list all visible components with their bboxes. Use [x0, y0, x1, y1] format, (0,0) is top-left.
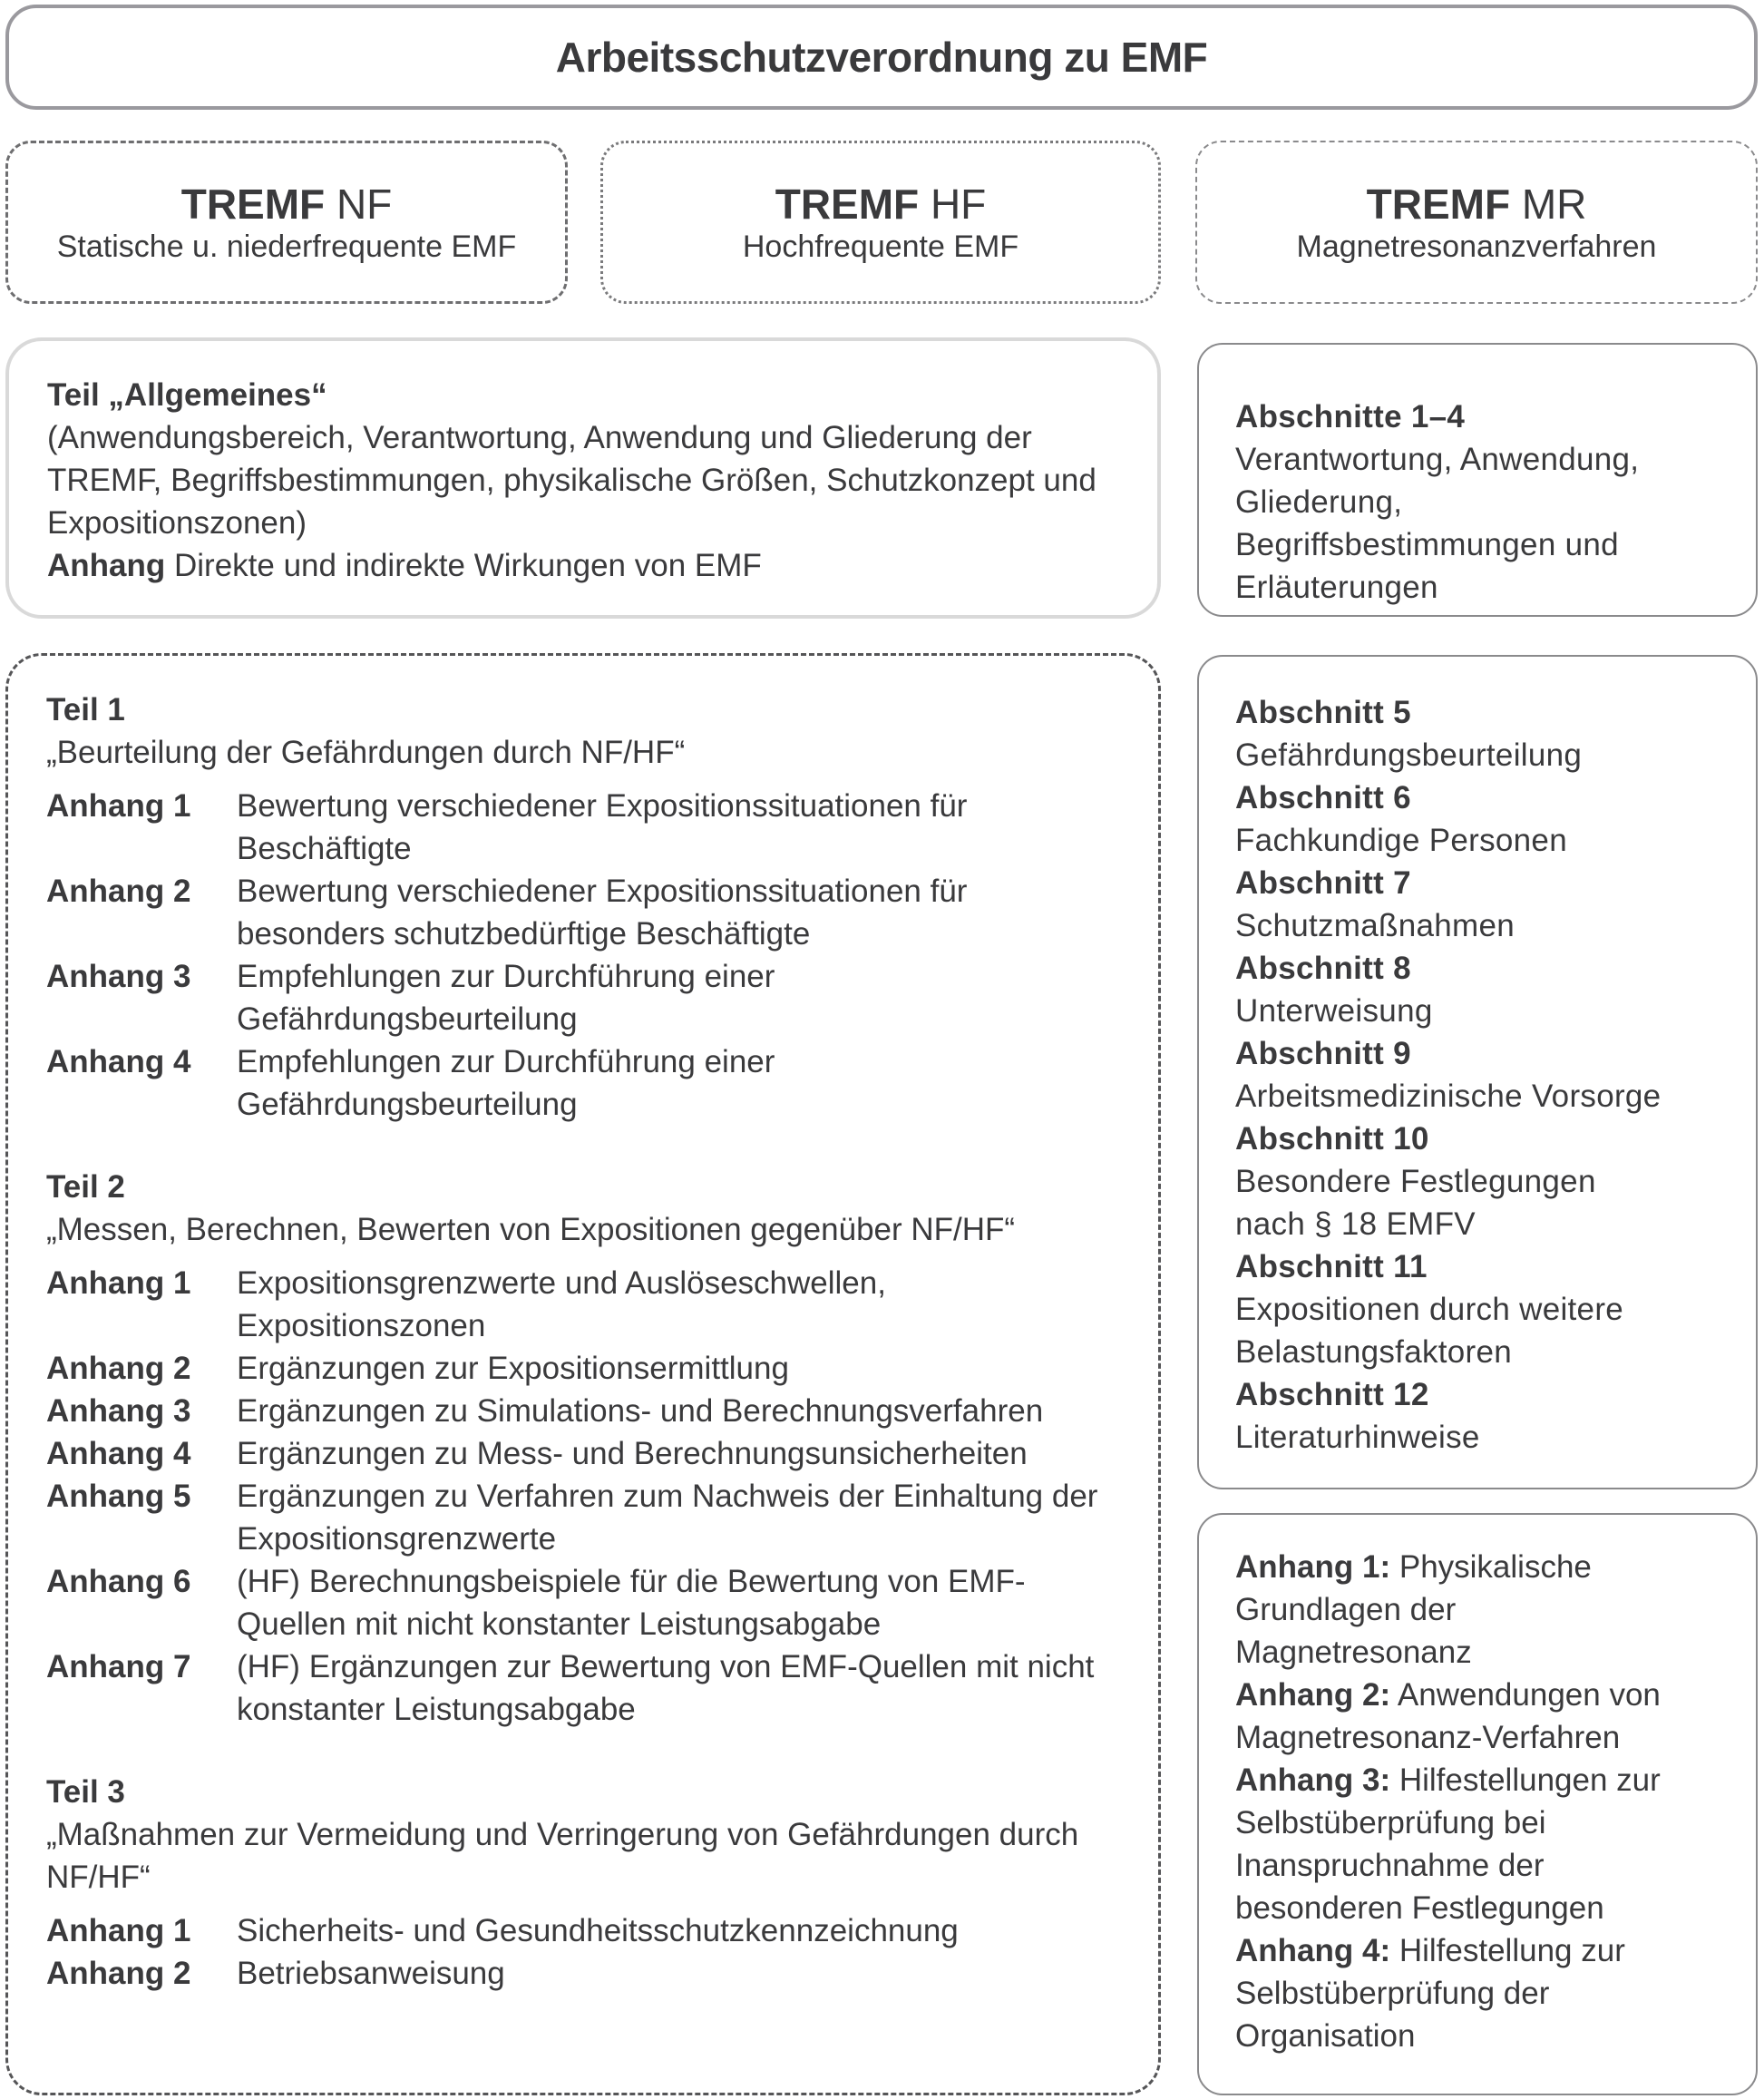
abschnitt-label: Abschnitt 8 — [1235, 951, 1411, 986]
anhang-label: Anhang 1 — [46, 1265, 191, 1301]
anhang-label: Anhang 7 — [46, 1649, 191, 1684]
anhang-label: Anhang 1 — [46, 1913, 191, 1948]
mr-anhang-item — [1235, 1674, 1720, 1759]
anhang-row — [46, 1645, 1120, 1731]
anhang-text: Ergänzungen zu Simulations- und Berechnungsverfahren — [237, 1393, 1044, 1429]
teil-3-section — [46, 1771, 1120, 1995]
abschnitt-text: Schutzmaßnahmen — [1235, 908, 1515, 943]
mr-abschnitte-1-4-text: Verantwortung, Anwendung, Gliederung, Begriffsbestimmungen und Erläuterungen — [1235, 442, 1640, 605]
abschnitt-text: Expositionen durch weitere Belastungsfaktoren — [1235, 1292, 1624, 1370]
anhang-label: Anhang 2 — [46, 874, 191, 909]
teil-heading: Teil 1 — [46, 692, 125, 727]
anhang-text: Expositionsgrenzwerte und Auslöseschwellen, Expositionszonen — [237, 1265, 886, 1343]
anhang-label: Anhang 4 — [46, 1044, 191, 1079]
anhang-row — [46, 1390, 1120, 1432]
teil-heading: Teil 2 — [46, 1169, 125, 1205]
anhang-row — [46, 1432, 1120, 1475]
anhang-text: (HF) Ergänzungen zur Bewertung von EMF-Quellen mit nicht konstanter Leistungsabgabe — [237, 1649, 1095, 1727]
teil-heading: Teil 3 — [46, 1774, 125, 1810]
anhang-text: Ergänzungen zu Mess- und Berechnungsunsicherheiten — [237, 1436, 1028, 1471]
mr-anhang-label: Anhang 1: — [1235, 1549, 1391, 1585]
abschnitt-text: Unterweisung — [1235, 993, 1433, 1029]
abschnitt-text: Gefährdungsbeurteilung — [1235, 737, 1583, 773]
anhang-text: Ergänzungen zu Verfahren zum Nachweis der Einhaltung der Expositionsgrenzwerte — [237, 1479, 1098, 1557]
mr-anhang-label: Anhang 2: — [1235, 1677, 1391, 1713]
anhang-label: Anhang 6 — [46, 1564, 191, 1599]
anhang-text: Empfehlungen zur Durchführung einer Gefährdungsbeurteilung — [237, 1044, 775, 1122]
anhang-row — [46, 1347, 1120, 1390]
header-nf-subtitle: Statische u. niederfrequente EMF — [56, 229, 517, 264]
anhang-text: Sicherheits- und Gesundheitsschutzkennzeichnung — [237, 1913, 959, 1948]
mr-anhang-text: Physikalische Grundlagen der Magnetresonanz — [1235, 1549, 1592, 1670]
anhang-row — [46, 1475, 1120, 1560]
anhang-text: Bewertung verschiedener Expositionssituationen für besonders schutzbedürftige Beschäftigte — [237, 874, 968, 952]
mr-abschnitte-1-4-heading: Abschnitte 1–4 — [1235, 399, 1466, 434]
anhang-text: Betriebsanweisung — [237, 1956, 505, 1991]
mr-anhang-item — [1235, 1929, 1720, 2057]
allgemeines-anhang-label: Anhang — [47, 548, 166, 583]
mr-anhang-item — [1235, 1546, 1634, 1674]
teil-subtitle: „Beurteilung der Gefährdungen durch NF/HF“ — [46, 735, 686, 770]
anhang-row — [46, 955, 1120, 1040]
header-mr-bold: TREMF — [1366, 181, 1511, 228]
teil-1-section — [46, 688, 1120, 1126]
abschnitt-label: Abschnitt 6 — [1235, 780, 1411, 815]
mr-anhang-text: Hilfestellung zur Selbstüberprüfung der Organisation — [1235, 1933, 1625, 2054]
header-tremf-nf — [5, 141, 568, 304]
anhang-text: (HF) Berechnungsbeispiele für die Bewertung von EMF-Quellen mit nicht konstanter Leistungsabgabe — [237, 1564, 1026, 1642]
mr-anhang-text: Hilfestellungen zur Selbstüberprüfung bei Inanspruchnahme der besonderen Festlegungen — [1235, 1762, 1661, 1926]
anhang-text: Empfehlungen zur Durchführung einer Gefährdungsbeurteilung — [237, 959, 775, 1037]
mr-abschnitte-box — [1197, 655, 1758, 1489]
abschnitt-label: Abschnitt 5 — [1235, 695, 1411, 730]
teil-subtitle: „Maßnahmen zur Vermeidung und Verringerung von Gefährdungen durch NF/HF“ — [46, 1817, 1079, 1895]
abschnitt-text: Besondere Festlegungen nach § 18 EMFV — [1235, 1164, 1596, 1242]
anhang-row — [46, 1262, 1120, 1347]
teil-subtitle: „Messen, Berechnen, Bewerten von Expositionen gegenüber NF/HF“ — [46, 1212, 1016, 1247]
anhang-row — [46, 785, 1120, 870]
mr-anhang-label: Anhang 3: — [1235, 1762, 1391, 1798]
anhang-row — [46, 1952, 1120, 1995]
header-nf-bold: TREMF — [180, 181, 326, 228]
mr-anhang-label: Anhang 4: — [1235, 1933, 1391, 1968]
abschnitt-label: Abschnitt 11 — [1235, 1249, 1428, 1284]
anhang-row — [46, 1560, 1120, 1645]
mr-anhang-item — [1235, 1759, 1720, 1929]
mr-anhaenge-box — [1197, 1513, 1758, 2095]
anhang-row — [46, 1909, 1120, 1952]
abschnitt-text: Literaturhinweise — [1235, 1420, 1480, 1455]
header-tremf-hf — [600, 141, 1161, 304]
anhang-text: Bewertung verschiedener Expositionssituationen für Beschäftigte — [237, 788, 968, 866]
header-tremf-mr — [1195, 141, 1758, 304]
abschnitt-text: Arbeitsmedizinische Vorsorge — [1235, 1079, 1662, 1114]
title-box — [5, 5, 1758, 110]
header-hf-subtitle: Hochfrequente EMF — [742, 229, 1019, 264]
anhang-label: Anhang 5 — [46, 1479, 191, 1514]
header-nf-code: NF — [336, 181, 393, 228]
allgemeines-heading: Teil „Allgemeines“ — [47, 377, 327, 413]
anhang-label: Anhang 1 — [46, 788, 191, 824]
anhang-label: Anhang 3 — [46, 1393, 191, 1429]
header-mr-code: MR — [1521, 181, 1587, 228]
header-mr-subtitle: Magnetresonanzverfahren — [1296, 229, 1657, 264]
allgemeines-box — [5, 337, 1161, 619]
anhang-label: Anhang 2 — [46, 1351, 191, 1386]
anhang-label: Anhang 3 — [46, 959, 191, 994]
anhang-text: Ergänzungen zur Expositionsermittlung — [237, 1351, 789, 1386]
anhang-label: Anhang 2 — [46, 1956, 191, 1991]
anhang-label: Anhang 4 — [46, 1436, 191, 1471]
anhang-row — [46, 1040, 1120, 1126]
abschnitt-label: Abschnitt 10 — [1235, 1121, 1429, 1157]
abschnitt-label: Abschnitt 7 — [1235, 865, 1411, 901]
page-title: Arbeitsschutzverordnung zu EMF — [555, 34, 1208, 81]
header-hf-bold: TREMF — [775, 181, 920, 228]
anhang-row — [46, 870, 1120, 955]
allgemeines-anhang-text: Direkte und indirekte Wirkungen von EMF — [174, 548, 762, 583]
abschnitt-label: Abschnitt 9 — [1235, 1036, 1411, 1071]
nf-hf-teile-box — [5, 653, 1161, 2095]
abschnitt-text: Fachkundige Personen — [1235, 823, 1567, 858]
mr-anhang-text: Anwendungen von Magnetresonanz-Verfahren — [1235, 1677, 1661, 1755]
abschnitt-label: Abschnitt 12 — [1235, 1377, 1429, 1412]
allgemeines-text: (Anwendungsbereich, Verantwortung, Anwendung und Gliederung der TREMF, Begriffsbestimmungen, physikalische Größen, Schutzkonzept und Expositionszonen) — [47, 420, 1096, 541]
header-hf-code: HF — [930, 181, 987, 228]
mr-abschnitte-1-4-box — [1197, 343, 1758, 617]
teil-2-section — [46, 1166, 1120, 1731]
